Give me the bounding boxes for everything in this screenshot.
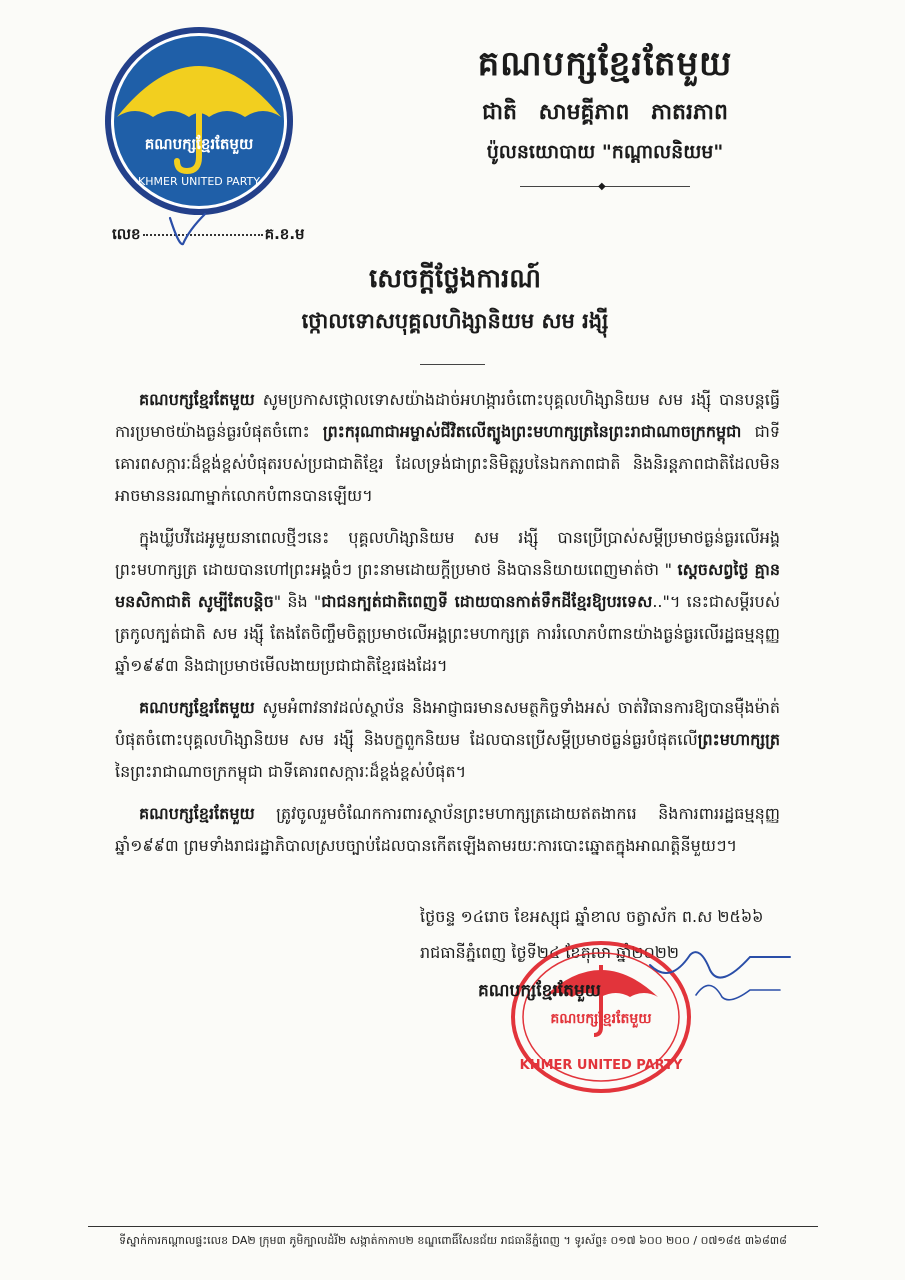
party-logo bbox=[103, 25, 295, 217]
paragraph-text: នៃព្រះរាជាណាចក្រកម្ពុជា ជាទីគោរពសក្ការៈដ៏ខ្ពង់ខ្ពស់បំផុត។ bbox=[115, 762, 467, 781]
footer-address: ទីស្នាក់ការកណ្ដាលផ្ទះលេខ DA២ ក្រុម៣ ភូមិក្បាលដំរី២ សង្កាត់កាកាប២ ខណ្ឌពោធិ៍សែនជ័យ រាជធានីភ្នំពេញ ។ ទូរស័ព្ទ៖ ០១៧ ៦០០ ២០០ / ០៧១៨៥ ៣៦៨៣៨ bbox=[119, 1234, 787, 1247]
title-divider bbox=[420, 364, 485, 365]
paragraph-text: ត្រូវចូលរួមចំណែកការពារស្ថាប័នព្រះមហាក្សត្រដោយឥតងាករេ និងការពាររដ្ឋធម្មនុញ្ញឆ្នាំ១៩៩៣ ព្រមទាំងរាជរដ្ឋាភិបាលស្របច្បាប់ដែលបានកើតឡើងតាមរយៈការបោះឆ្នោតក្នុងអាណត្តិនីមួយៗ។ bbox=[115, 804, 780, 855]
footer-divider bbox=[88, 1226, 818, 1227]
party-name-inline: គណបក្សខ្មែរតែមួយ bbox=[139, 390, 255, 409]
quote-2: ជាជនក្បត់ជាតិពេញទី ដោយបានកាត់ទឹកដីខ្មែរឱ្យបរទេស bbox=[321, 592, 653, 611]
stamp-khmer-text: គណបក្សខ្មែរតែមួយ bbox=[550, 1011, 652, 1027]
ornament-diamond-icon: ◆ bbox=[598, 181, 606, 192]
signatory-name: គណបក្សខ្មែរតែមួយ bbox=[478, 981, 601, 1001]
paragraph-2 bbox=[115, 522, 780, 682]
paragraph-text: .."។ នេះជាសម្ដីរបស់ត្រកូលក្បត់ជាតិ សម រង្ស៊ី តែងតែចិញ្ចឹមចិត្តប្រមាថលើអង្គព្រះមហាក្សត្រ ការរំលោភបំពានយ៉ាងធ្ងន់ធ្ងរលើរដ្ឋធម្មនុញ្ញឆ្នាំ១៩៩៣ និងជាប្រមាថមើលងាយប្រជាជាតិខ្មែរផងដែរ។ bbox=[115, 592, 780, 675]
statement-body bbox=[115, 384, 780, 872]
logo-khmer-text: គណបក្សខ្មែរតែមួយ bbox=[144, 135, 254, 153]
lunar-date: ថ្ងៃចន្ទ ១៤រោច ខែអស្សុជ ឆ្នាំខាល ចត្វាស័ក ព.ស ២៥៦៦ bbox=[420, 907, 764, 926]
document-title: សេចក្ដីថ្លែងការណ៍ bbox=[368, 264, 542, 294]
paragraph-3 bbox=[115, 692, 780, 788]
quote-1: ស្ដេចសព្វថ្ងៃ គ្មានមនសិកាជាតិ សូម្បីតែបន្តិច bbox=[115, 560, 780, 611]
party-motto: ជាតិ សាមគ្គីភាព ភាតរភាព bbox=[482, 100, 728, 125]
reference-prefix: លេខ bbox=[112, 225, 141, 243]
handwritten-signature bbox=[640, 935, 800, 1015]
document-subtitle: ថ្កោលទោសបុគ្គលហិង្សានិយម សម រង្ស៊ី bbox=[301, 309, 609, 333]
paragraph-4 bbox=[115, 798, 780, 862]
logo-english-text: KHMER UNITED PARTY bbox=[138, 175, 260, 188]
handwritten-number-mark bbox=[165, 210, 215, 250]
paragraph-text: ក្នុងឃ្លីបវីដេអូមួយនាពេលថ្មីៗនេះ បុគ្គលហិង្សានិយម សម រង្ស៊ី បានប្រើប្រាស់សម្ដីប្រមាថធ្ងន់ធ្ងរលើអង្គព្រះមហាក្សត្រ ដោយបានហៅព្រះអង្គចំៗ ព្រះនាមដោយក្ដីប្រមាថ និងបាននិយាយពេញមាត់ថា " bbox=[115, 528, 780, 579]
party-name-inline: គណបក្សខ្មែរតែមួយ bbox=[139, 698, 255, 717]
king-title-inline: ព្រះករុណាជាអម្ចាស់ជីវិតលើត្បូងព្រះមហាក្សត្រនៃព្រះរាជាណាចក្រកម្ពុជា bbox=[322, 422, 742, 441]
party-policy: ប៉ូលនយោបាយ "កណ្ដាលនិយម" bbox=[486, 141, 724, 163]
paragraph-1 bbox=[115, 384, 780, 512]
paragraph-text: " និង " bbox=[273, 592, 322, 611]
party-name-inline: គណបក្សខ្មែរតែមួយ bbox=[139, 804, 255, 823]
paragraph-text: សូមប្រកាសថ្កោលទោសយ៉ាងដាច់អហង្ការចំពោះបុគ្គលហិង្សានិយម សម រង្ស៊ី បានបន្តធ្វើការប្រមាថយ៉ាងធ្ងន់ធ្ងរបំផុតចំពោះ bbox=[115, 390, 780, 441]
party-name-heading: គណបក្សខ្មែរតែមួយ bbox=[477, 44, 733, 84]
paragraph-text: ជាទីគោរពសក្ការៈដ៏ខ្ពង់ខ្ពស់បំផុតរបស់ប្រជាជាតិខ្មែរ ដែលទ្រង់ជាព្រះនិមិត្តរូបនៃឯកភាពជាតិ និងនិរន្តភាពជាតិដែលមិនអាចមាននរណាម្នាក់លោកបំពានបានឡើយ។ bbox=[115, 422, 780, 505]
reference-suffix: គ.ខ.ម bbox=[264, 225, 305, 243]
stamp-english-text: KHMER UNITED PARTY bbox=[519, 1058, 683, 1073]
king-title-inline: ព្រះមហាក្សត្រ bbox=[697, 730, 780, 749]
solar-date: រាជធានីភ្នំពេញ ថ្ងៃទី២៤ ខែតុលា ឆ្នាំ២០២២ bbox=[420, 943, 680, 962]
paragraph-text: សូមអំពាវនាវដល់ស្ថាប័ន និងអាជ្ញាធរមានសមត្ថកិច្ចទាំងអស់ ចាត់វិធានការឱ្យបានម៉ឺងម៉ាត់បំផុតចំពោះបុគ្គលហិង្សានិយម សម រង្ស៊ី និងបក្ខពួកនិយម ដែលបានប្រើសម្ដីប្រមាថធ្ងន់ធ្ងរបំផុតលើ bbox=[115, 698, 780, 749]
